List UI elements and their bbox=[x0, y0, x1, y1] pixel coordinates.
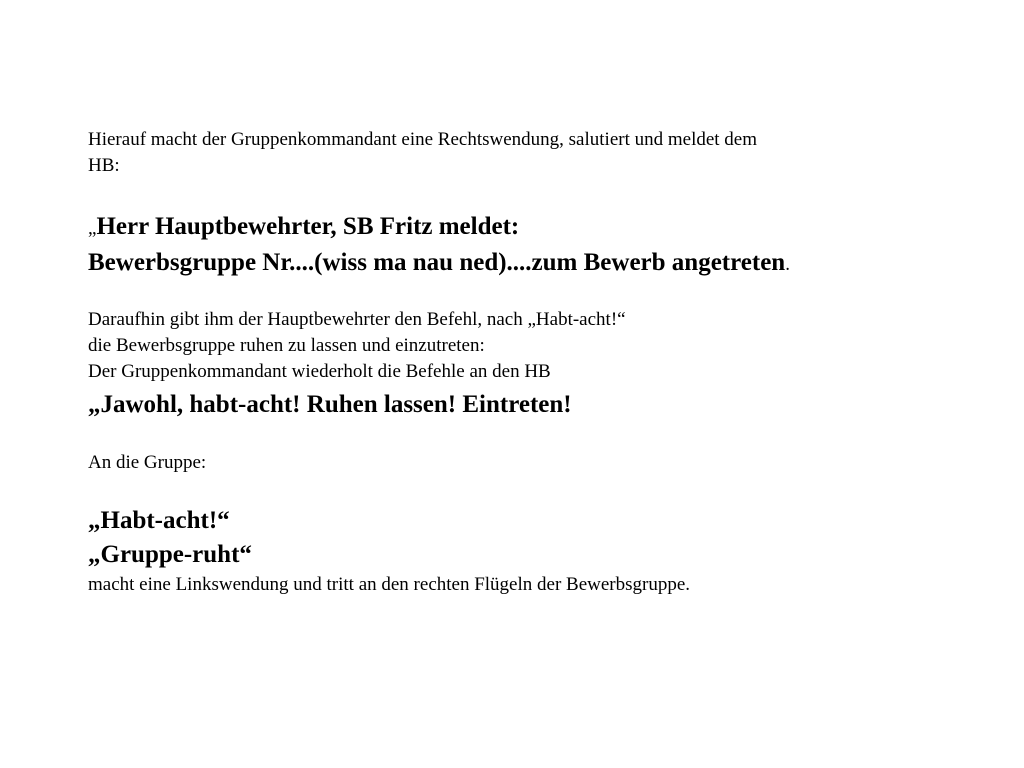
group-command-1: „Habt-acht!“ bbox=[88, 507, 230, 534]
command-paragraph bbox=[88, 307, 928, 385]
report-line-1-text: Herr Hauptbewehrter, SB Fritz meldet: bbox=[96, 213, 520, 240]
report-open-quote: „ bbox=[88, 218, 97, 239]
intro-paragraph bbox=[88, 127, 928, 179]
intro-line-2: HB: bbox=[88, 155, 120, 176]
intro-line-1: Hierauf macht der Gruppenkommandant eine Rechtswendung, salutiert und meldet dem bbox=[88, 129, 758, 150]
report-line-2 bbox=[88, 246, 928, 282]
report-end-dot: . bbox=[785, 254, 790, 275]
group-label: An die Gruppe: bbox=[88, 452, 207, 473]
group-commands bbox=[88, 504, 928, 572]
group-command-2: „Gruppe-ruht“ bbox=[88, 541, 252, 568]
command-line-2: die Bewerbsgruppe ruhen zu lassen und einzutreten: bbox=[88, 335, 485, 356]
command-line-3: Der Gruppenkommandant wiederholt die Befehle an den HB bbox=[88, 361, 551, 382]
group-closing: macht eine Linkswendung und tritt an den rechten Flügeln der Bewerbsgruppe. bbox=[88, 574, 691, 595]
report-line-2-text: Bewerbsgruppe Nr....(wiss ma nau ned)....zum Bewerb angetreten bbox=[88, 249, 786, 276]
command-line-1: Daraufhin gibt ihm der Hauptbewehrter den Befehl, nach „Habt-acht!“ bbox=[88, 309, 626, 330]
command-reply: „Jawohl, habt-acht! Ruhen lassen! Eintreten! bbox=[88, 391, 572, 418]
report-line-1 bbox=[88, 210, 928, 246]
report-paragraph bbox=[88, 210, 928, 282]
